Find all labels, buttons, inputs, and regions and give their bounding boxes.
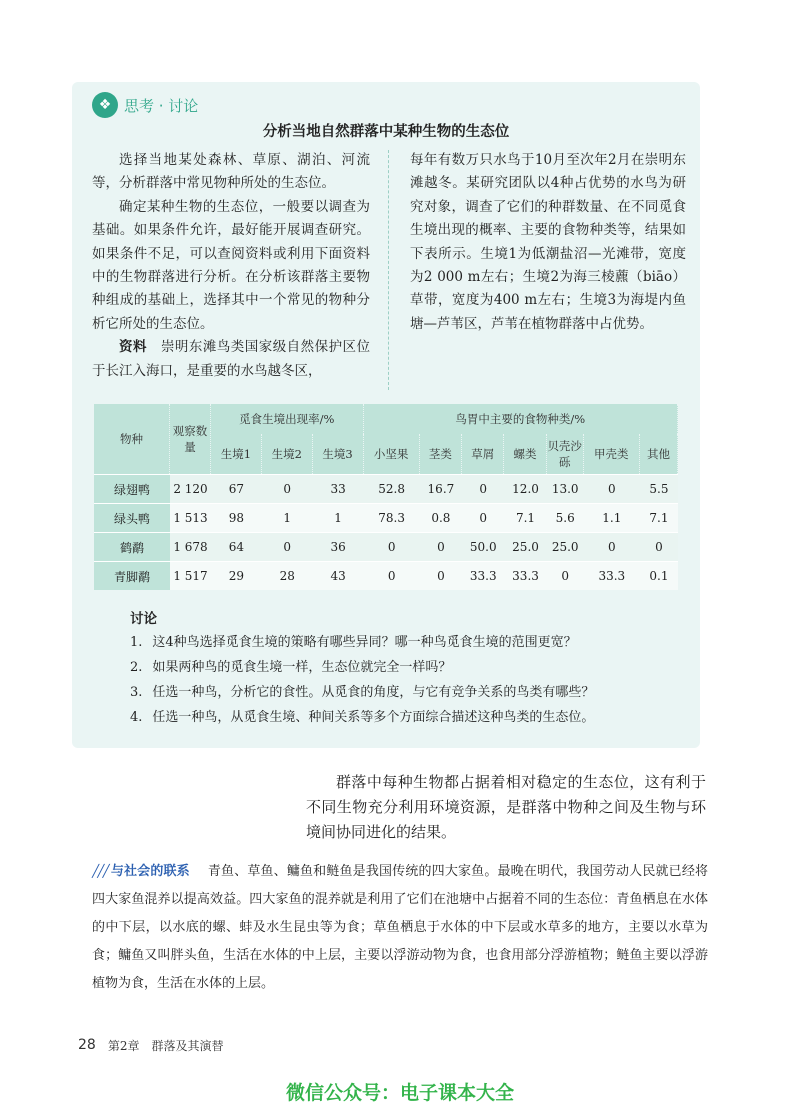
header-habitat: 生境2: [262, 434, 313, 474]
food-cell: 25.0: [504, 532, 546, 561]
habitat-cell: 0: [262, 532, 313, 561]
question-item: [130, 630, 690, 655]
conclusion-paragraph: 群落中每种生物都占据着相对稳定的生态位，这有利于不同生物充分利用环境资源，是群落中物种之间及生物与环境间协同进化的结果。: [306, 773, 706, 841]
lightbulb-icon: ❖: [92, 92, 118, 118]
question-text: 任选一种鸟，分析它的食性。从觅食的角度，与它有竞争关系的鸟类有哪些？: [152, 685, 595, 700]
header-species: 物种: [94, 404, 170, 474]
food-cell: 16.7: [420, 474, 462, 503]
food-cell: 33.3: [504, 561, 546, 590]
header-food: 贝壳沙砾: [547, 434, 584, 474]
question-item: [130, 705, 690, 730]
header-food: 茎类: [420, 434, 462, 474]
left-column: [92, 149, 370, 383]
food-cell: 0: [547, 561, 584, 590]
bird-data-table: [94, 404, 678, 590]
habitat-cell: 67: [211, 474, 262, 503]
header-habitat: 生境1: [211, 434, 262, 474]
question-number: 4.: [130, 710, 143, 725]
species-cell: 绿头鸭: [94, 503, 170, 532]
chapter-title: 群落及其演替: [151, 1039, 224, 1053]
habitat-cell: 36: [313, 532, 364, 561]
food-cell: 78.3: [364, 503, 420, 532]
food-cell: 5.6: [547, 503, 584, 532]
food-cell: 1.1: [584, 503, 640, 532]
discussion-questions: [130, 630, 690, 730]
page-footer: [78, 1037, 223, 1054]
header-food: 小坚果: [364, 434, 420, 474]
count-cell: 2 120: [170, 474, 211, 503]
food-cell: 0.1: [640, 561, 678, 590]
count-cell: 1 517: [170, 561, 211, 590]
badge-label: 思考 · 讨论: [124, 96, 199, 115]
table-row: [94, 561, 678, 590]
right-column: [410, 149, 686, 336]
habitat-cell: 43: [313, 561, 364, 590]
society-connection-text: 青鱼、草鱼、鳙鱼和鲢鱼是我国传统的四大家鱼。最晚在明代，我国劳动人民就已经将四大家鱼混养以提高效益。四大家鱼的混养就是利用了它们在池塘中占据着不同的生态位：青鱼栖息在水体的中下层，以水底的螺、蚌及水生昆虫等为食；草鱼栖息于水体的中下层或水草多的地方，主要以水草为食；鳙鱼又叫胖头鱼，生活在水体的中上层，主要以浮游动物为食，也食用部分浮游植物；鲢鱼主要以浮游植物为食，生活在水体的上层。: [92, 864, 708, 991]
habitat-cell: 0: [262, 474, 313, 503]
chapter-number: 第2章: [107, 1039, 140, 1053]
food-cell: 12.0: [504, 474, 546, 503]
header-count: 观察数量: [170, 404, 211, 474]
species-cell: 青脚鹬: [94, 561, 170, 590]
header-habitat-group: 觅食生境出现率/%: [211, 404, 364, 434]
header-food: 甲壳类: [584, 434, 640, 474]
food-cell: 25.0: [547, 532, 584, 561]
paragraph: 每年有数万只水鸟于10月至次年2月在崇明东滩越冬。某研究团队以4种占优势的水鸟为研究对象，调查了它们的种群数量、在不同觅食生境出现的概率、主要的食物种类等，结果如下表所示。生境1为低潮盐沼—光滩带，宽度为2 000 m左右；生境2为海三棱藨（biāo）草带，宽度为400 m左右；生境3为海堤内鱼塘—芦苇区，芦苇在植物群落中占优势。: [410, 152, 686, 332]
food-cell: 0: [364, 561, 420, 590]
habitat-cell: 29: [211, 561, 262, 590]
habitat-cell: 98: [211, 503, 262, 532]
page-number: 28: [78, 1037, 96, 1053]
header-food: 草屑: [462, 434, 504, 474]
header-food: 螺类: [504, 434, 546, 474]
question-number: 3.: [130, 685, 143, 700]
food-cell: 0: [462, 474, 504, 503]
header-food-group: 鸟胃中主要的食物种类/%: [364, 404, 678, 434]
question-text: 任选一种鸟，从觅食生境、种间关系等多个方面综合描述这种鸟类的生态位。: [152, 710, 595, 725]
food-cell: 33.3: [462, 561, 504, 590]
header-food: 其他: [640, 434, 678, 474]
discussion-heading: 讨论: [130, 611, 157, 627]
species-cell: 绿翅鸭: [94, 474, 170, 503]
food-cell: 0: [584, 532, 640, 561]
habitat-cell: 33: [313, 474, 364, 503]
conclusion-text: [306, 770, 706, 845]
paragraph: 确定某种生物的生态位，一般要以调查为基础。如果条件允许，最好能开展调查研究。如果条件不足，可以查阅资料或利用下面资料中的生物群落进行分析。在分析该群落主要物种组成的基础上，选择其中一个常见的物种分析它所处的生态位。: [92, 198, 370, 332]
header-habitat: 生境3: [313, 434, 364, 474]
species-cell: 鹤鹬: [94, 532, 170, 561]
food-cell: 33.3: [584, 561, 640, 590]
paragraph: 选择当地某处森林、草原、湖泊、河流等，分析群落中常见物种所处的生态位。: [92, 152, 370, 192]
activity-title: 分析当地自然群落中某种生物的生态位: [262, 124, 510, 140]
question-item: [130, 655, 690, 680]
food-cell: 7.1: [640, 503, 678, 532]
food-cell: 0: [462, 503, 504, 532]
count-cell: 1 678: [170, 532, 211, 561]
question-text: 如果两种鸟的觅食生境一样，生态位就完全一样吗？: [152, 660, 452, 675]
habitat-cell: 64: [211, 532, 262, 561]
society-connection-box: [92, 857, 708, 998]
food-cell: 5.5: [640, 474, 678, 503]
habitat-cell: 1: [262, 503, 313, 532]
stripes-icon: ╱╱╱: [92, 864, 108, 878]
habitat-cell: 1: [313, 503, 364, 532]
question-number: 2.: [130, 660, 143, 675]
column-divider: [388, 150, 389, 390]
food-cell: 13.0: [547, 474, 584, 503]
food-cell: 52.8: [364, 474, 420, 503]
resource-text: 崇明东滩鸟类国家级自然保护区位于长江入海口，是重要的水鸟越冬区，: [92, 339, 371, 379]
wechat-watermark: 微信公众号：电子课本大全: [285, 1082, 514, 1104]
question-text: 这4种鸟选择觅食生境的策略有哪些异同？哪一种鸟觅食生境的范围更宽？: [152, 635, 577, 650]
food-cell: 0: [420, 561, 462, 590]
food-cell: 50.0: [462, 532, 504, 561]
food-cell: 7.1: [504, 503, 546, 532]
food-cell: 0: [364, 532, 420, 561]
habitat-cell: 28: [262, 561, 313, 590]
think-discuss-badge: [92, 92, 198, 118]
question-number: 1.: [130, 635, 143, 650]
table-row: [94, 532, 678, 561]
table-row: [94, 474, 678, 503]
resource-label: 资料: [119, 339, 147, 356]
count-cell: 1 513: [170, 503, 211, 532]
paragraph: [92, 336, 370, 383]
question-item: [130, 680, 690, 705]
food-cell: 0: [584, 474, 640, 503]
food-cell: 0: [420, 532, 462, 561]
table-row: [94, 503, 678, 532]
society-connection-label: 与社会的联系: [110, 864, 190, 879]
food-cell: 0.8: [420, 503, 462, 532]
food-cell: 0: [640, 532, 678, 561]
